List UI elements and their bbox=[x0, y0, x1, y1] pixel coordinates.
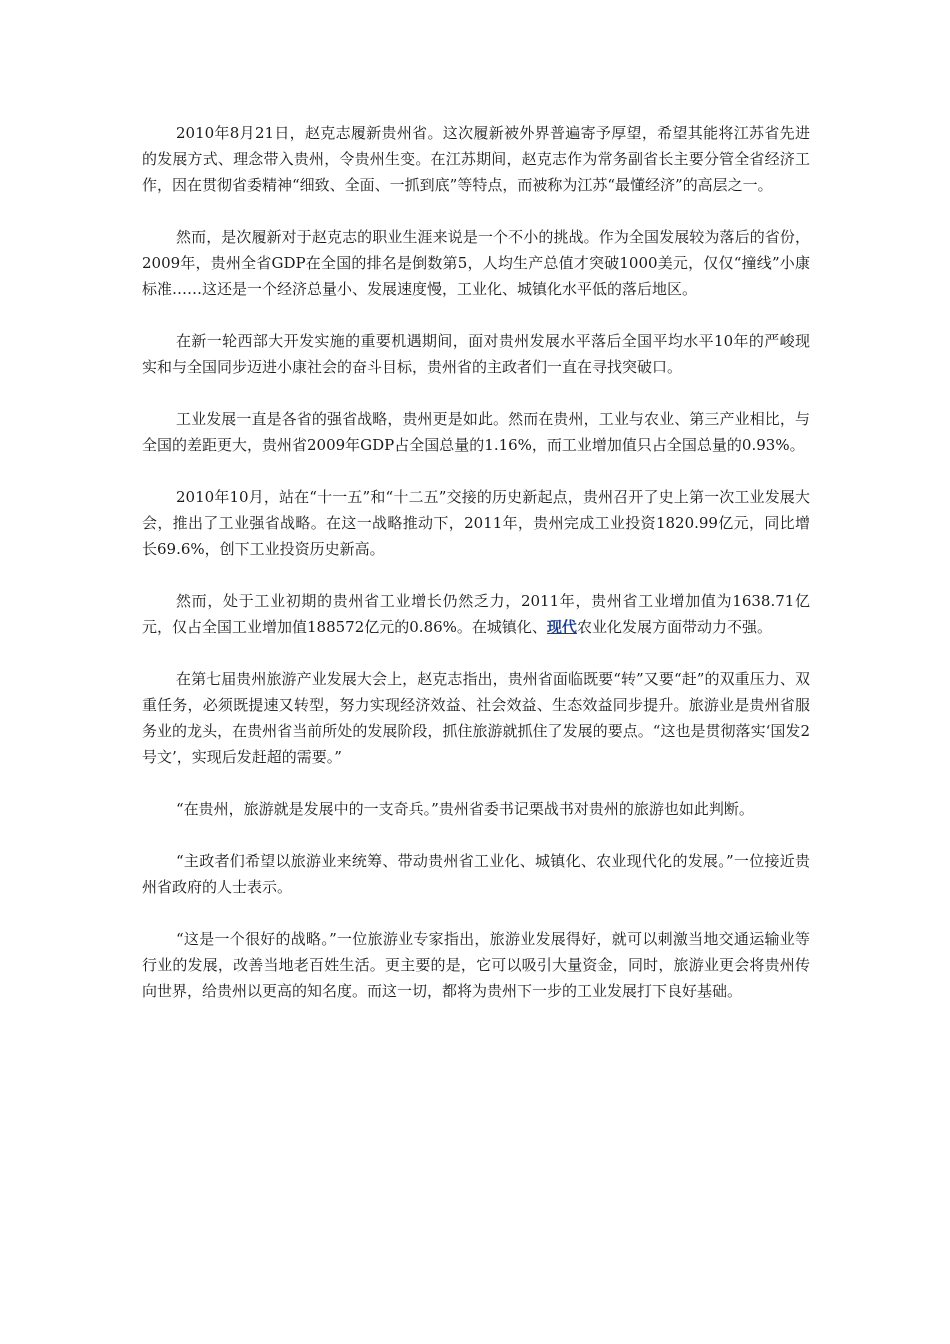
paragraph-6-text-after: 农业化发展方面带动力不强。 bbox=[576, 618, 772, 636]
paragraph-10: “这是一个很好的战略。”一位旅游业专家指出，旅游业发展得好，就可以刺激当地交通运输业等行业的发展，改善当地老百姓生活。更主要的是，它可以吸引大量资金，同时，旅游业更会将贵州传向世界，给贵州以更高的知名度。而这一切，都将为贵州下一步的工业发展打下良好基础。 bbox=[142, 930, 810, 1000]
paragraph-5: 2010年10月，站在“十一五”和“十二五”交接的历史新起点，贵州召开了史上第一次工业发展大会，推出了工业强省战略。在这一战略推动下，2011年，贵州完成工业投资1820.99亿元，同比增长69.6%，创下工业投资历史新高。 bbox=[142, 488, 810, 558]
article-body bbox=[142, 120, 810, 1030]
paragraph-9: “主政者们希望以旅游业来统筹、带动贵州省工业化、城镇化、农业现代化的发展。”一位接近贵州省政府的人士表示。 bbox=[142, 852, 810, 896]
paragraph-8: “在贵州，旅游就是发展中的一支奇兵。”贵州省委书记栗战书对贵州的旅游也如此判断。 bbox=[176, 800, 754, 818]
paragraph-3: 在新一轮西部大开发实施的重要机遇期间，面对贵州发展水平落后全国平均水平10年的严峻现实和与全国同步迈进小康社会的奋斗目标，贵州省的主政者们一直在寻找突破口。 bbox=[142, 332, 810, 376]
paragraph-6 bbox=[142, 588, 810, 640]
paragraph-4: 工业发展一直是各省的强省战略，贵州更是如此。然而在贵州，工业与农业、第三产业相比，与全国的差距更大，贵州省2009年GDP占全国总量的1.16%，而工业增加值只占全国总量的0.93%。 bbox=[142, 410, 810, 454]
paragraph-6-text-before: 然而，处于工业初期的贵州省工业增长仍然乏力，2011年，贵州省工业增加值为1638.71亿元，仅占全国工业增加值188572亿元的0.86%。在城镇化、 bbox=[142, 592, 810, 636]
modern-link[interactable]: 现代 bbox=[546, 618, 577, 636]
paragraph-7: 在第七届贵州旅游产业发展大会上，赵克志指出，贵州省面临既要“转”又要“赶”的双重压力、双重任务，必须既提速又转型，努力实现经济效益、社会效益、生态效益同步提升。旅游业是贵州省服务业的龙头，在贵州省当前所处的发展阶段，抓住旅游就抓住了发展的要点。“这也是贯彻落实‘国发2号文’，实现后发赶超的需要。” bbox=[142, 670, 810, 766]
paragraph-2: 然而，是次履新对于赵克志的职业生涯来说是一个不小的挑战。作为全国发展较为落后的省份，2009年，贵州全省GDP在全国的排名是倒数第5，人均生产总值才突破1000美元，仅仅“撞线”小康标准……这还是一个经济总量小、发展速度慢，工业化、城镇化水平低的落后地区。 bbox=[142, 228, 810, 298]
paragraph-1: 2010年8月21日，赵克志履新贵州省。这次履新被外界普遍寄予厚望，希望其能将江苏省先进的发展方式、理念带入贵州，令贵州生变。在江苏期间，赵克志作为常务副省长主要分管全省经济工作，因在贯彻省委精神“细致、全面、一抓到底”等特点，而被称为江苏“最懂经济”的高层之一。 bbox=[142, 124, 810, 194]
